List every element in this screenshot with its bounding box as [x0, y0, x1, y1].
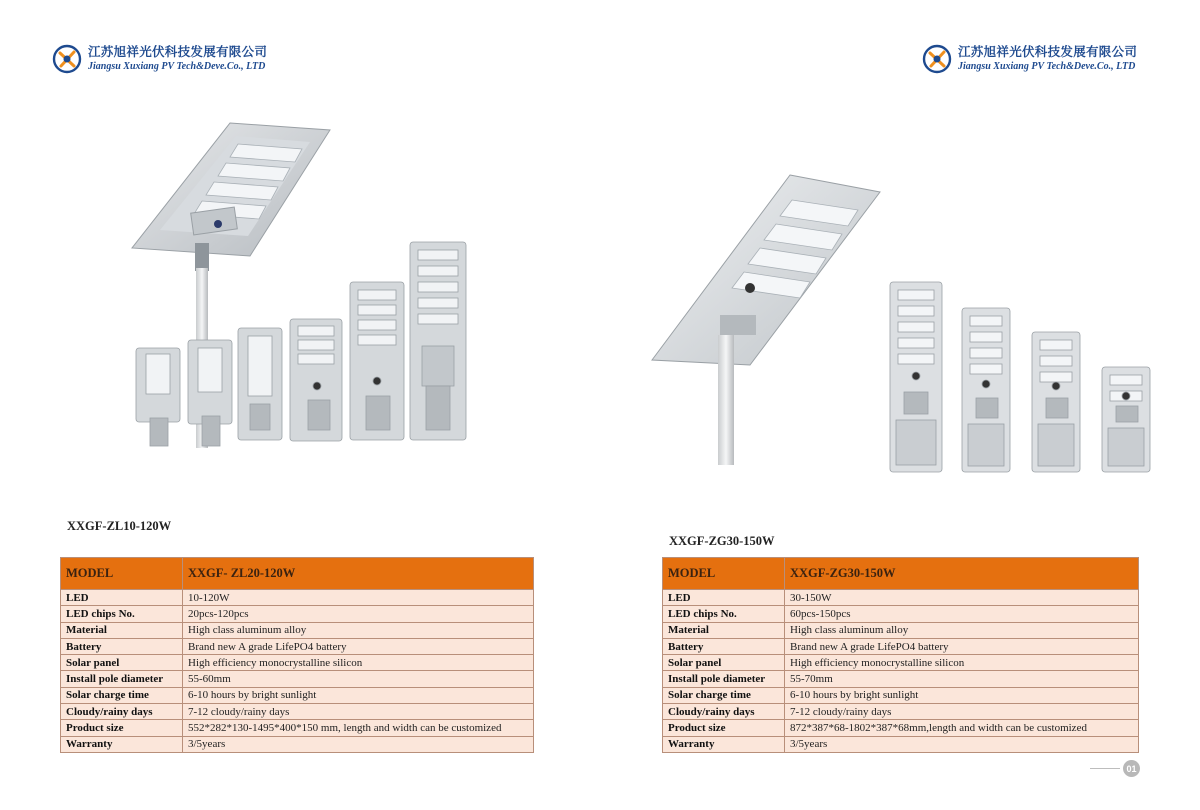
spec-label: Cloudy/rainy days	[663, 704, 785, 720]
page-number-badge: 01	[1123, 760, 1140, 777]
spec-label: Material	[663, 622, 785, 638]
table-row	[663, 687, 1139, 703]
company-name-cn: 江苏旭祥光伏科技发展有限公司	[958, 44, 1138, 60]
zl-series-product-image	[120, 118, 480, 458]
spec-value: 552*282*130-1495*400*150 mm, length and width can be customized	[183, 720, 534, 736]
spec-label: Install pole diameter	[663, 671, 785, 687]
spec-label: Warranty	[61, 736, 183, 752]
table-row	[61, 687, 534, 703]
table-row	[663, 606, 1139, 622]
spec-label: Solar panel	[663, 655, 785, 671]
spec-value: 3/5years	[183, 736, 534, 752]
table-header-model: MODEL	[663, 558, 785, 590]
table-row	[61, 704, 534, 720]
table-header-model-value: XXGF-ZG30-150W	[785, 558, 1139, 590]
table-header-model-value: XXGF- ZL20-120W	[183, 558, 534, 590]
table-row	[663, 736, 1139, 752]
table-row	[61, 671, 534, 687]
table-row	[663, 720, 1139, 736]
spec-value: 6-10 hours by bright sunlight	[785, 687, 1139, 703]
spec-value: 55-60mm	[183, 671, 534, 687]
table-row	[663, 590, 1139, 606]
spec-label: LED	[61, 590, 183, 606]
table-row	[61, 622, 534, 638]
spec-value: 20pcs-120pcs	[183, 606, 534, 622]
table-header-model: MODEL	[61, 558, 183, 590]
page-number	[1090, 760, 1140, 777]
spec-label: Battery	[61, 638, 183, 654]
spec-label: Solar charge time	[663, 687, 785, 703]
spec-table	[662, 557, 1139, 753]
spec-value: 60pcs-150pcs	[785, 606, 1139, 622]
model-heading: XXGF-ZL10-120W	[67, 519, 172, 533]
spec-value: 55-70mm	[785, 671, 1139, 687]
company-name-en: Jiangsu Xuxiang PV Tech&Deve.Co., LTD	[958, 60, 1136, 72]
spec-value: 6-10 hours by bright sunlight	[183, 687, 534, 703]
right-page	[600, 0, 1200, 810]
spec-label: Cloudy/rainy days	[61, 704, 183, 720]
page-number-rule	[1090, 768, 1120, 769]
spec-value: High class aluminum alloy	[183, 622, 534, 638]
company-brand	[52, 44, 267, 74]
spec-label: Material	[61, 622, 183, 638]
company-name-en: Jiangsu Xuxiang PV Tech&Deve.Co., LTD	[88, 60, 266, 72]
company-logo-icon	[52, 44, 82, 74]
spec-label: LED chips No.	[61, 606, 183, 622]
spec-value: High class aluminum alloy	[785, 622, 1139, 638]
spec-label: Product size	[61, 720, 183, 736]
table-row	[663, 622, 1139, 638]
table-row	[61, 655, 534, 671]
zg-series-product-image	[650, 170, 1160, 475]
spec-value: 10-120W	[183, 590, 534, 606]
spec-label: Solar panel	[61, 655, 183, 671]
table-row	[61, 590, 534, 606]
spec-label: Solar charge time	[61, 687, 183, 703]
spec-value: 7-12 cloudy/rainy days	[785, 704, 1139, 720]
spec-value: 7-12 cloudy/rainy days	[183, 704, 534, 720]
spec-label: Product size	[663, 720, 785, 736]
spec-value: 872*387*68-1802*387*68mm,length and width can be customized	[785, 720, 1139, 736]
table-row	[61, 638, 534, 654]
spec-table	[60, 557, 534, 753]
model-heading: XXGF-ZG30-150W	[669, 534, 775, 548]
company-logo-icon	[922, 44, 952, 74]
table-row	[663, 704, 1139, 720]
spec-label: LED	[663, 590, 785, 606]
spec-value: Brand new A grade LifePO4 battery	[183, 638, 534, 654]
table-row	[663, 638, 1139, 654]
spec-value: Brand new A grade LifePO4 battery	[785, 638, 1139, 654]
table-row	[61, 720, 534, 736]
table-row	[663, 655, 1139, 671]
table-row	[61, 736, 534, 752]
spec-label: Warranty	[663, 736, 785, 752]
spec-value: 30-150W	[785, 590, 1139, 606]
spec-label: Battery	[663, 638, 785, 654]
company-brand	[922, 44, 1137, 74]
spec-value: High efficiency monocrystalline silicon	[183, 655, 534, 671]
spec-label: LED chips No.	[663, 606, 785, 622]
company-name-cn: 江苏旭祥光伏科技发展有限公司	[88, 44, 268, 60]
spec-value: 3/5years	[785, 736, 1139, 752]
spec-value: High efficiency monocrystalline silicon	[785, 655, 1139, 671]
table-row	[663, 671, 1139, 687]
table-row	[61, 606, 534, 622]
spec-label: Install pole diameter	[61, 671, 183, 687]
